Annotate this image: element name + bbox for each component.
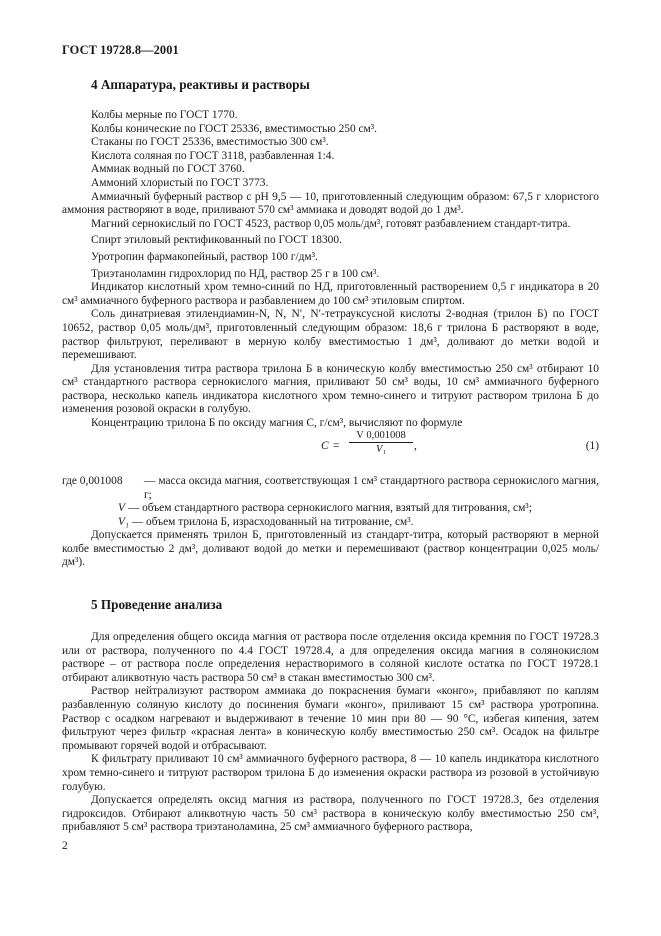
- list-item: Колбы мерные по ГОСТ 1770.: [91, 109, 238, 121]
- formula-equals: =: [333, 440, 340, 452]
- formula-numerator: V 0,001008: [349, 430, 413, 443]
- legend-description: — объем трилона Б, израсходованный на титрование, см³.: [131, 515, 414, 528]
- formula-fraction: [349, 430, 413, 456]
- legend-row: [62, 516, 599, 530]
- paragraph-trilon: Соль динатриевая этилендиамин-N, N, N′, N′-тетрауксусной кислоты 2-водная (трилон Б) по ГОСТ 10652, раствор 0,05 моль/дм³, приготовленный следующим образом: 18,6 г трилона Б растворяют в воде, раствор фильтруют, переливают в мерную колбу вместимостью 1 дм³, доливают до метки водой и перемешивают.: [62, 308, 599, 362]
- legend-term: где 0,001008: [62, 475, 123, 487]
- list-item: Уротропин фармакопейный, раствор 100 г/дм³.: [91, 250, 318, 263]
- formula-1: [62, 430, 599, 464]
- formula-lhs: C: [321, 440, 329, 452]
- legend-term: V₁: [118, 515, 129, 528]
- legend-description: — масса оксида магния, соответствующая 1 см³ стандартного раствора сернокислого магния, г;: [144, 475, 599, 501]
- document-header: ГОСТ 19728.8—2001: [62, 43, 179, 57]
- list-item: Спирт этиловый ректификованный по ГОСТ 18300.: [91, 234, 342, 247]
- section-4-title: 4 Аппаратура, реактивы и растворы: [91, 77, 310, 92]
- legend-term: V: [118, 502, 125, 515]
- paragraph-buffer: Аммиачный буферный раствор с pH 9,5 — 10, приготовленный следующим образом: 67,5 г хлористого аммония растворяют в воде, приливают 570 см³ аммиака и доводят водой до 1 дм³.: [62, 190, 599, 217]
- formula-comma: ,: [414, 440, 417, 452]
- page-number: 2: [62, 840, 68, 852]
- list-item: Колбы конические по ГОСТ 25336, вместимостью 250 см³.: [91, 122, 378, 135]
- formula-legend: [62, 475, 599, 529]
- paragraph-titer: Для установления титра раствора трилона Б в коническую колбу вместимостью 250 см³ отбирают 10 см³ стандартного раствора сернокислого магния, приливают 50 см³ воды, 10 см³ аммиачного буферного раствора, несколько капель индикатора кислотного хром темно-синего и титруют раствором трилона Б до изменения розовой окраски в голубую.: [62, 362, 599, 416]
- section-5-title: 5 Проведение анализа: [91, 597, 223, 612]
- legend-row: [62, 502, 599, 516]
- list-item: Аммиак водный по ГОСТ 3760.: [91, 163, 245, 176]
- legend-description: — объем стандартного раствора сернокислого магния, взятый для титрования, см³;: [127, 502, 532, 515]
- paragraph: Допускается определять оксид магния из раствора, полученного по ГОСТ 19728.3, без отделения гидроксидов. Отбирают аликвотную часть 50 см³ раствора в коническую колбу вместимостью 250 см³, прибавляют 5 см³ раствора триэтаноламина, 25 см³ аммиачного буферного раствора,: [62, 794, 599, 834]
- paragraph-allow-text: Допускается применять трилон Б, приготовленный из стандарт-титра, который растворяют в мерной колбе вместимостью 2 дм³, доливают водой до метки и перемешивают (раствор концентрации 0,025 моль/дм³).: [62, 529, 599, 569]
- paragraph: К фильтрату приливают 10 см³ аммиачного буферного раствора, 8 — 10 капель индикатора кислотного хром темно-синего и титруют раствором трилона Б до изменения окраски раствора из розовой в устойчивую голубую.: [62, 753, 599, 793]
- paragraph-magnesium: Магний сернокислый по ГОСТ 4523, раствор 0,05 моль/дм³, готовят разбавлением стандарт-титра.: [91, 217, 571, 230]
- paragraph: Раствор нейтрализуют раствором аммиака до покраснения бумаги «конго», прибавляют по каплям разбавленную соляную кислоту до посинения бумаги «конго», приливают 15 см³ раствора уротропина. Раствор с осадком нагревают и выдерживают в течение 10 мин при 80 — 90 °С, избегая кипения, затем фильтруют через фильтр «красная лента» в коническую колбу вместимостью 250 см³. Осадок на фильтре промывают горячей водой и отбрасывают.: [62, 685, 599, 752]
- list-item: Стаканы по ГОСТ 25336, вместимостью 300 см³.: [91, 136, 329, 149]
- list-item: Кислота соляная по ГОСТ 3118, разбавленная 1:4.: [91, 149, 335, 162]
- paragraph-concentration: Концентрацию трилона Б по оксиду магния C, г/см³, вычисляют по формуле: [91, 417, 463, 430]
- list-item: Аммоний хлористый по ГОСТ 3773.: [91, 176, 269, 189]
- list-item: Триэтаноламин гидрохлорид по НД, раствор 25 г в 100 см³.: [91, 267, 380, 280]
- section-5-body: [62, 631, 599, 835]
- section-4-body: [62, 109, 599, 431]
- formula-number: (1): [585, 440, 599, 452]
- paragraph: Для определения общего оксида магния от раствора после отделения оксида кремния по ГОСТ 19728.3 или от раствора, полученного по 4.4 ГОСТ 19728.4, а для определения оксида магния в солянокислом растворе – от раствора после определения нерастворимого в соляной кислоте остатка по ГОСТ 19728.1 отбирают аликвотную часть раствора 50 см³ в стакан вместимостью 300 см³.: [62, 631, 599, 684]
- paragraph-allow: [62, 529, 599, 570]
- formula-denominator: V₁: [375, 444, 387, 455]
- paragraph-indicator: Индикатор кислотный хром темно-синий по НД, приготовленный растворением 0,5 г индикатора в 20 см³ аммиачного буферного раствора и разбавлением до 100 см³ этиловым спиртом.: [62, 281, 599, 307]
- legend-row: [62, 475, 599, 502]
